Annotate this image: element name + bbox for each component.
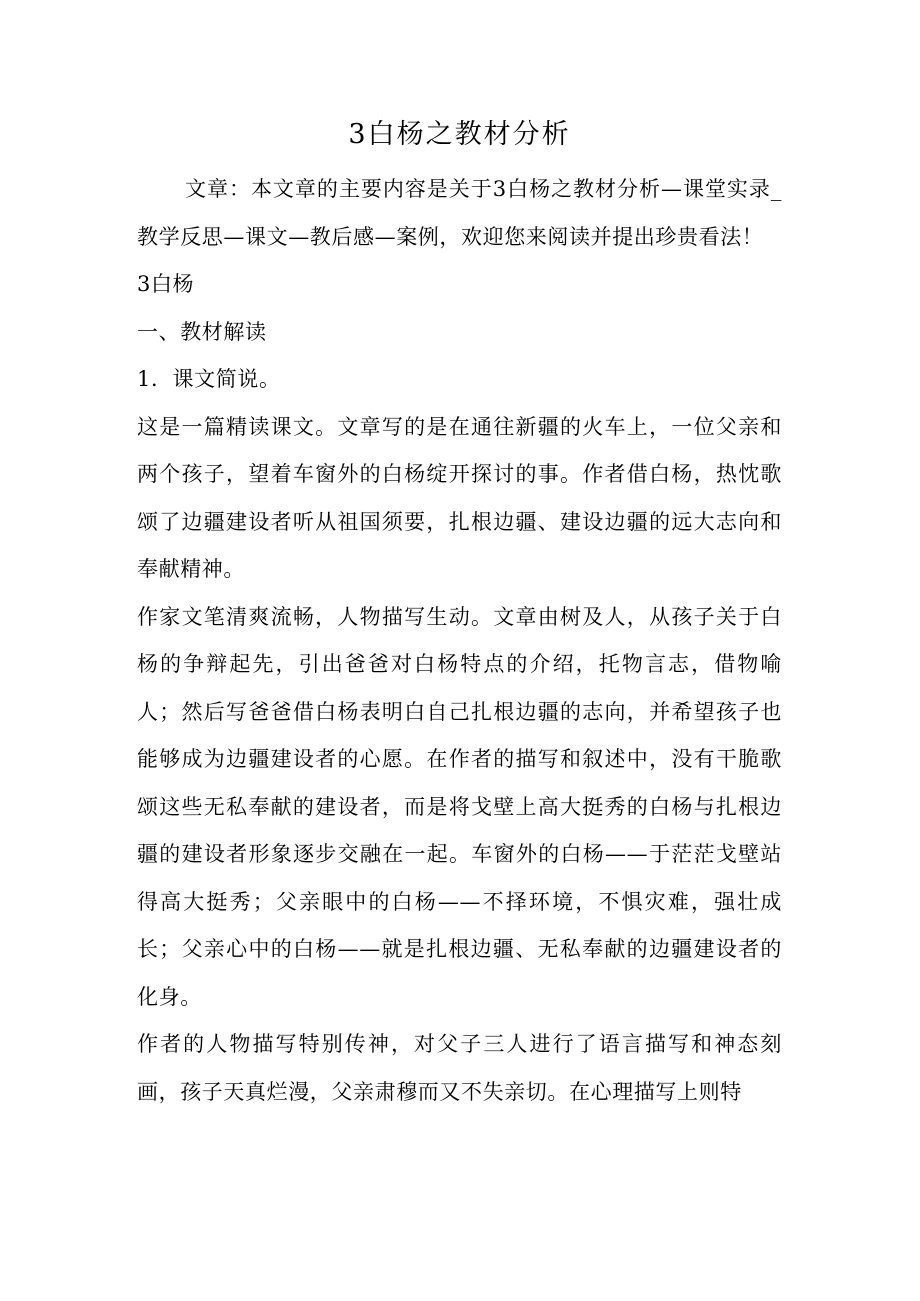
intro-paragraph: 文章：本文章的主要内容是关于3白杨之教材分析—课堂实录_教学反思—课文—教后感—案例，欢迎您来阅读并提出珍贵看法！ bbox=[137, 177, 782, 249]
subsection-heading: 1．课文简说。 bbox=[137, 367, 281, 391]
section-heading: 一、教材解读 bbox=[137, 319, 267, 344]
document-page bbox=[137, 108, 782, 1116]
body-paragraph: 作者的人物描写特别传神，对父子三人进行了语言描写和神态刻画，孩子天真烂漫，父亲肃穆而又不失亲切。在心理描写上则特 bbox=[137, 1032, 782, 1104]
document-title: 3白杨之教材分析 bbox=[348, 119, 571, 150]
body-paragraph: 作家文笔清爽流畅，人物描写生动。文章由树及人，从孩子关于白杨的争辩起先，引出爸爸对白杨特点的介绍，托物言志，借物喻人；然后写爸爸借白杨表明白自己扎根边疆的志向，并希望孩子也能够成为边疆建设者的心愿。在作者的描写和叙述中，没有干脆歌颂这些无私奉献的建设者，而是将戈壁上高大挺秀的白杨与扎根边疆的建设者形象逐步交融在一起。车窗外的白杨——于茫茫戈壁站得高大挺秀；父亲眼中的白杨——不择环境，不惧灾难，强壮成长；父亲心中的白杨——就是扎根边疆、无私奉献的边疆建设者的化身。 bbox=[137, 604, 782, 1009]
lesson-heading: 3白杨 bbox=[137, 272, 195, 296]
body-paragraph: 这是一篇精读课文。文章写的是在通往新疆的火车上，一位父亲和两个孩子，望着车窗外的白杨绽开探讨的事。作者借白杨，热忱歌颂了边疆建设者听从祖国须要，扎根边疆、建设边疆的远大志向和奉献精神。 bbox=[137, 414, 782, 581]
